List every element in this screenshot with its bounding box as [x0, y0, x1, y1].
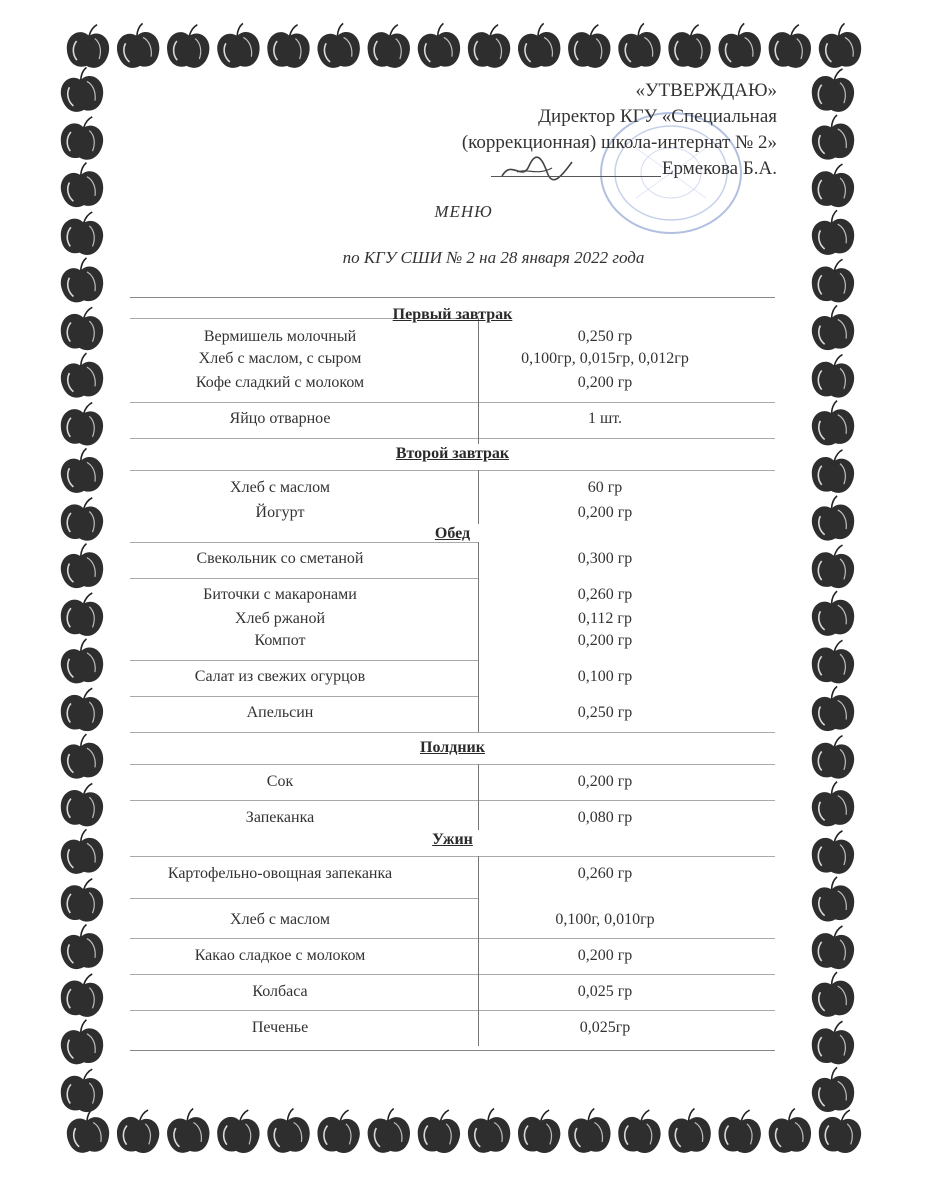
table-rule: [130, 1010, 775, 1011]
apple-icon: [58, 113, 106, 162]
apple-icon: [58, 923, 105, 971]
dish-quantity: 0,300 гр: [577, 550, 633, 567]
apple-icon: [466, 1107, 512, 1154]
section-heading: Второй завтрак: [395, 445, 510, 462]
apple-icon: [809, 970, 856, 1018]
apple-icon: [810, 1018, 857, 1066]
dish-quantity: 0,260 гр: [577, 865, 633, 882]
apple-icon: [58, 970, 106, 1019]
apple-icon: [266, 22, 312, 69]
dish-name: Хлеб с маслом: [230, 479, 330, 496]
apple-icon: [58, 66, 105, 114]
apple-icon: [165, 1107, 211, 1154]
apple-icon: [58, 780, 106, 829]
apple-icon: [809, 113, 856, 161]
section-heading: Полдник: [420, 739, 485, 756]
column-divider: [478, 856, 479, 1046]
apple-icon: [716, 22, 763, 70]
apple-icon: [567, 22, 613, 69]
apple-icon: [516, 1107, 563, 1155]
signature-line: [491, 176, 661, 177]
apple-icon: [810, 542, 857, 590]
apple-icon: [816, 22, 863, 70]
apple-icon: [165, 22, 211, 69]
apple-icon: [809, 685, 856, 733]
table-rule: [130, 764, 775, 765]
apple-icon: [817, 1107, 864, 1155]
apple-icon: [809, 304, 856, 352]
apple-icon: [415, 22, 462, 70]
apple-icon: [416, 1107, 463, 1155]
apple-icon: [809, 875, 856, 923]
apple-icon: [809, 780, 856, 828]
apple-icon: [58, 399, 106, 448]
table-rule: [130, 402, 775, 403]
approval-position: Директор КГУ «Специальная: [538, 106, 777, 127]
apple-icon: [767, 1107, 813, 1154]
apple-icon: [58, 1065, 106, 1114]
dish-name: Апельсин: [246, 704, 314, 721]
apple-icon: [767, 22, 813, 69]
table-rule: [130, 800, 775, 801]
dish-name: Хлеб с маслом: [230, 911, 330, 928]
dish-quantity: 0,080 гр: [577, 809, 633, 826]
dish-name: Компот: [254, 632, 306, 649]
column-divider: [478, 318, 479, 444]
apple-icon: [810, 447, 857, 495]
apple-icon: [810, 352, 857, 400]
dish-quantity: 0,200 гр: [577, 632, 633, 649]
signature-mark: [497, 154, 577, 184]
apple-icon: [666, 1107, 712, 1154]
section-heading: Ужин: [432, 831, 473, 848]
apple-icon: [809, 399, 856, 447]
dish-name: Какао сладкое с молоком: [194, 947, 366, 964]
dish-quantity: 0,260 гр: [577, 586, 633, 603]
apple-icon: [215, 22, 262, 70]
table-rule: [130, 470, 775, 471]
dish-name: Картофельно-овощная запеканка: [167, 865, 393, 882]
apple-icon: [810, 66, 857, 114]
apple-icon: [810, 733, 857, 781]
dish-name: Свекольник со сметаной: [196, 550, 364, 567]
menu-subtitle: по КГУ СШИ № 2 на 28 января 2022 года: [342, 248, 645, 267]
dish-quantity: 0,200 гр: [577, 773, 633, 790]
table-rule: [130, 732, 775, 733]
dish-quantity: 1 шт.: [587, 410, 623, 427]
apple-icon: [366, 1107, 412, 1154]
dish-name: Запеканка: [245, 809, 315, 826]
apple-icon: [466, 22, 512, 69]
table-rule: [130, 938, 775, 939]
approval-heading: «УТВЕРЖДАЮ»: [635, 80, 777, 101]
apple-icon: [65, 1107, 111, 1154]
apple-icon: [809, 1066, 856, 1114]
apple-icon: [115, 1107, 162, 1155]
apple-icon: [58, 589, 106, 638]
dish-name: Кофе сладкий с молоком: [195, 374, 365, 391]
section-heading: Первый завтрак: [392, 306, 513, 323]
dish-name: Салат из свежих огурцов: [194, 668, 366, 685]
apple-icon: [58, 494, 106, 543]
apple-icon: [265, 1107, 311, 1154]
table-rule: [130, 898, 478, 899]
approval-organization: (коррекционная) школа-интернат № 2»: [461, 132, 777, 153]
apple-icon: [58, 684, 106, 733]
apple-icon: [58, 1018, 105, 1066]
table-rule: [130, 578, 478, 579]
apple-icon: [809, 589, 856, 637]
apple-icon: [58, 542, 105, 590]
apple-icon: [516, 22, 563, 70]
apple-icon: [58, 733, 105, 781]
dish-name: Биточки с макаронами: [203, 586, 357, 603]
menu-table: [130, 297, 775, 1051]
dish-name: Яйцо отварное: [229, 410, 331, 427]
signature-row: [357, 156, 777, 182]
dish-quantity: 60 гр: [587, 479, 623, 496]
apple-icon: [667, 22, 713, 69]
approval-block: [357, 78, 777, 182]
dish-quantity: 0,250 гр: [577, 704, 633, 721]
section-heading: Обед: [434, 525, 471, 542]
dish-name: Печенье: [251, 1019, 309, 1036]
apple-icon: [58, 828, 105, 876]
apple-icon: [58, 875, 106, 924]
table-rule: [130, 696, 478, 697]
apple-icon: [315, 1107, 362, 1155]
table-rule: [130, 974, 775, 975]
apple-icon: [115, 22, 162, 70]
table-rule: [130, 856, 775, 857]
column-divider: [478, 764, 479, 830]
apple-icon: [716, 1107, 763, 1155]
dish-name: Хлеб ржаной: [234, 610, 326, 627]
approver-name: Ермекова Б.А.: [661, 158, 777, 179]
dish-quantity: 0,100 гр: [577, 668, 633, 685]
dish-quantity: 0,200 гр: [577, 947, 633, 964]
apple-icon: [58, 303, 106, 352]
column-divider: [478, 542, 479, 732]
dish-name: Колбаса: [252, 983, 308, 1000]
apple-icon: [366, 22, 412, 69]
apple-icon: [810, 828, 857, 876]
dish-quantity: 0,250 гр: [577, 328, 633, 345]
dish-quantity: 0,200 гр: [577, 374, 633, 391]
apple-icon: [810, 923, 857, 971]
dish-quantity: 0,112 гр: [578, 610, 632, 627]
apple-icon: [58, 447, 105, 495]
dish-quantity: 0,200 гр: [577, 504, 633, 521]
dish-quantity: 0,025гр: [579, 1019, 631, 1036]
column-divider: [478, 470, 479, 524]
apple-icon: [809, 494, 856, 542]
apple-icon: [566, 1107, 612, 1154]
dish-name: Хлеб с маслом, с сыром: [198, 350, 362, 367]
dish-quantity: 0,025 гр: [577, 983, 633, 1000]
apple-icon: [58, 352, 105, 400]
apple-icon: [65, 22, 111, 69]
apple-icon: [616, 1107, 663, 1155]
apple-icon: [810, 637, 857, 685]
apple-icon: [215, 1107, 262, 1155]
dish-name: Йогурт: [255, 504, 305, 521]
apple-icon: [58, 637, 105, 685]
menu-title: МЕНЮ: [434, 202, 493, 221]
apple-icon: [616, 22, 663, 70]
apple-icon: [315, 22, 362, 70]
dish-name: Вермишель молочный: [203, 328, 357, 345]
dish-quantity: 0,100гр, 0,015гр, 0,012гр: [521, 350, 689, 367]
table-rule: [130, 438, 775, 439]
dish-quantity: 0,100г, 0,010гр: [555, 911, 655, 928]
dish-name: Сок: [266, 773, 294, 790]
table-rule: [130, 660, 478, 661]
